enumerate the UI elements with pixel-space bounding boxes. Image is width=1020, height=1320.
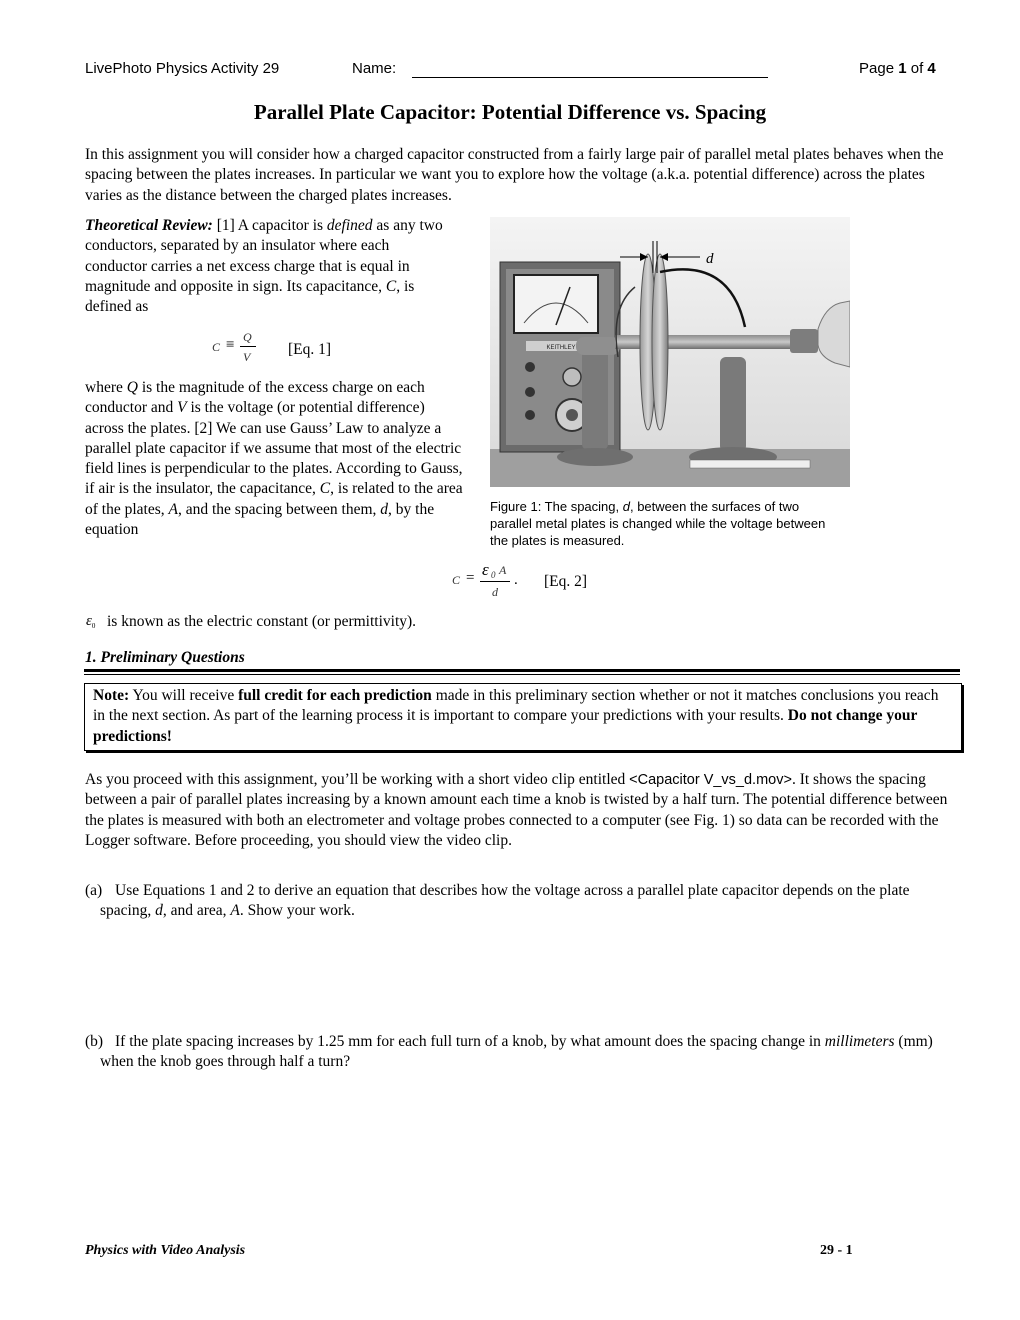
text-run: C bbox=[385, 277, 397, 295]
capacitor-photo bbox=[490, 217, 850, 487]
name-input-line[interactable] bbox=[412, 77, 768, 78]
epsilon-subscript: 0 bbox=[91, 622, 96, 630]
equation-2 bbox=[452, 562, 532, 604]
question-b-label: (b) bbox=[85, 1033, 104, 1050]
text-run: , and area, bbox=[162, 902, 231, 920]
text-run: d bbox=[380, 500, 389, 518]
text-run: As you proceed with this assignment, you’ll be working with a short video clip entitled bbox=[85, 771, 630, 788]
video-filename: <Capacitor V_vs_d.mov> bbox=[629, 772, 792, 788]
page-title: Parallel Plate Capacitor: Potential Difference vs. Spacing bbox=[253, 100, 767, 124]
text-run: C bbox=[319, 480, 331, 498]
page-total: 4 bbox=[927, 60, 936, 77]
text-run: d bbox=[155, 902, 163, 920]
note-label: Note: bbox=[93, 687, 130, 704]
eq2-fraction-bar bbox=[480, 581, 510, 582]
page-current: 1 bbox=[898, 60, 907, 77]
header-activity: LivePhoto Physics Activity 29 bbox=[85, 60, 280, 77]
text-run: where bbox=[85, 379, 127, 396]
text-run: , by the equation bbox=[85, 500, 435, 539]
page-prefix: Page bbox=[859, 60, 895, 77]
text-run: millimeters bbox=[824, 1033, 895, 1050]
epsilon-symbol bbox=[86, 612, 95, 630]
text-run: Use Equations 1 and 2 to derive an equation that describes how the voltage across a parallel plate capacitor depends on the plate spacing, bbox=[100, 882, 910, 920]
page-number bbox=[859, 60, 936, 77]
figure-d-label: d bbox=[706, 251, 714, 267]
text-run: (mm) when the knob goes through half a turn? bbox=[100, 1033, 933, 1071]
proceed-paragraph bbox=[85, 770, 965, 851]
eq1-numerator: Q bbox=[243, 330, 252, 344]
text-run: You will receive bbox=[129, 687, 239, 704]
text-run: [1] A capacitor is bbox=[212, 217, 327, 234]
text-run: as any two conductors, separated by an insulator where each conductor carries a net excess charge that is equal in magnitude and opposite in sign. Its capacitance, bbox=[85, 217, 443, 295]
text-run: made in this preliminary section whether or not it matches conclusions you reach in the next section. As part of the learning process it is important to compare your predictions with your results. bbox=[93, 687, 939, 725]
eq2-tag: [Eq. 2] bbox=[544, 573, 588, 590]
eq1-denominator: V bbox=[243, 350, 251, 364]
eq2-denominator: d bbox=[492, 585, 498, 599]
text-run: V bbox=[177, 399, 187, 417]
text-run: is the magnitude of the excess charge on each conductor and bbox=[85, 379, 425, 417]
page-of: of bbox=[910, 60, 924, 77]
note-box bbox=[84, 683, 962, 751]
intro-paragraph: In this assignment you will consider how a charged capacitor constructed from a fairly large pair of parallel metal plates behaves when the spacing between the plates increases. In particular we want you to explore how the voltage (a.k.a. potential difference) across the plates varies as the distance between the charged plates increases. bbox=[85, 146, 944, 204]
eq1-operator: ≡ bbox=[226, 337, 235, 353]
text-run: A bbox=[168, 500, 178, 518]
text-run: . Show your work. bbox=[239, 902, 355, 920]
text-run: , between the surfaces of two parallel metal plates is changed while the voltage between the plates is measured. bbox=[490, 499, 826, 548]
theory-paragraph-2 bbox=[85, 378, 463, 540]
meter-brand-text: KEITHLEY bbox=[546, 345, 576, 351]
eq1-lhs: C bbox=[212, 340, 221, 354]
eq2-epsilon: ε bbox=[482, 560, 489, 579]
capacitor-apparatus-image bbox=[490, 217, 850, 487]
header-name-label: Name: bbox=[352, 60, 397, 77]
text-run: Figure 1: The spacing, bbox=[490, 499, 623, 514]
eq1-fraction-bar bbox=[240, 346, 256, 347]
text-run: defined bbox=[326, 217, 373, 234]
text-run: full credit for each prediction bbox=[238, 687, 432, 704]
section-heading-preliminary: 1. Preliminary Questions bbox=[85, 649, 245, 666]
figure-caption bbox=[490, 498, 835, 549]
eq2-operator: = bbox=[466, 570, 475, 586]
footer-left: Physics with Video Analysis bbox=[85, 1243, 246, 1258]
text-run: Do not change your predictions! bbox=[93, 707, 918, 745]
answer-area-a[interactable] bbox=[115, 930, 955, 1020]
text-run: , and the spacing between them, bbox=[177, 500, 381, 518]
theory-heading: Theoretical Review: bbox=[85, 217, 213, 234]
footer-page-number: 29 - 1 bbox=[820, 1243, 853, 1258]
theory-paragraph-1 bbox=[85, 216, 455, 317]
eq2-A: A bbox=[499, 563, 507, 577]
text-run: A bbox=[230, 902, 240, 920]
text-run: Q bbox=[126, 379, 138, 396]
text-run: d bbox=[622, 499, 630, 514]
question-a-label: (a) bbox=[85, 882, 103, 899]
equation-1 bbox=[212, 330, 262, 370]
question-a-text bbox=[100, 881, 940, 922]
answer-area-b[interactable] bbox=[115, 1080, 955, 1200]
section-divider-thin bbox=[84, 674, 960, 675]
text-run: . It shows the spacing between a pair of parallel plates increasing by a known amount each time a knob is twisted by a half turn. The potential difference between the plates is measured with both an electrometer and voltage probes connected to a computer (see Fig. 1) so data can be recorded with the Logger software. Before proceeding, you should view the video clip. bbox=[85, 771, 948, 849]
text-run: is the voltage (or potential difference) across the plates. [2] We can use Gauss’ Law to analyze a parallel plate capacitor if we assume that most of the electric field lines is perpendicular to the plates. According to Gauss, if air is the insulator, the capacitance, bbox=[85, 399, 463, 498]
epsilon-char: ε bbox=[86, 613, 92, 629]
text-run: , is defined as bbox=[85, 277, 415, 316]
eq2-lhs: C bbox=[452, 573, 461, 587]
eq1-tag: [Eq. 1] bbox=[288, 341, 332, 358]
eq2-epsilon-subscript: 0 bbox=[491, 570, 496, 580]
eq2-dot: . bbox=[514, 572, 518, 588]
text-run: If the plate spacing increases by 1.25 mm for each full turn of a knob, by what amount does the spacing change in bbox=[115, 1033, 825, 1050]
epsilon-description: is known as the electric constant (or permittivity). bbox=[107, 613, 417, 630]
section-divider bbox=[84, 669, 960, 672]
question-b-text bbox=[100, 1032, 940, 1073]
text-run: , is related to the area of the plates, bbox=[85, 480, 463, 518]
